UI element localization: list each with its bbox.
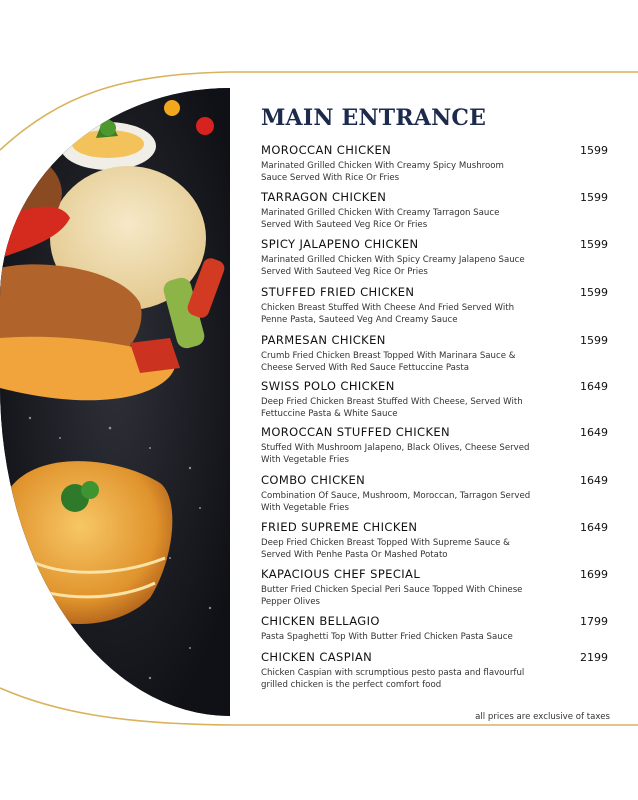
- menu-item: [261, 379, 610, 420]
- menu-item-name: TARRAGON CHICKEN: [261, 190, 387, 204]
- menu-item-name: MOROCCAN CHICKEN: [261, 143, 392, 157]
- menu-item-name: STUFFED FRIED CHICKEN: [261, 285, 415, 299]
- menu-item-description: Stuffed With Mushroom Jalapeno, Black Olives, Cheese Served With Vegetable Fries: [261, 443, 530, 465]
- menu-item: [261, 285, 610, 326]
- menu-item-price: 2199: [580, 651, 608, 664]
- menu-item-name: FRIED SUPREME CHICKEN: [261, 520, 418, 534]
- menu-item-price: 1599: [580, 334, 608, 347]
- menu-item-price: 1799: [580, 615, 608, 628]
- menu-item: [261, 190, 610, 231]
- menu-item: [261, 520, 610, 561]
- menu-item-name: MOROCCAN STUFFED CHICKEN: [261, 425, 451, 439]
- menu-item-description: Marinated Grilled Chicken With Creamy Tarragon Sauce Served With Sauteed Veg Rice Or Fries: [261, 208, 500, 230]
- menu-item: [261, 237, 610, 278]
- menu-item-description: Marinated Grilled Chicken With Creamy Spicy Mushroom Sauce Served With Rice Or Fries: [261, 161, 504, 183]
- menu-item-price: 1649: [580, 426, 608, 439]
- menu-item-description: Pasta Spaghetti Top With Butter Fried Chicken Pasta Sauce: [261, 632, 513, 642]
- menu-item: [261, 614, 610, 643]
- menu-item: [261, 567, 610, 608]
- page-title: MAIN ENTRANCE: [261, 105, 487, 131]
- menu-item: [261, 425, 610, 466]
- tax-footnote: all prices are exclusive of taxes: [475, 712, 610, 722]
- menu-item-name: KAPACIOUS CHEF SPECIAL: [261, 567, 421, 581]
- menu-item-price: 1599: [580, 238, 608, 251]
- menu-item-description: Chicken Breast Stuffed With Cheese And Fried Served With Penne Pasta, Sauteed Veg And Creamy Sauce: [261, 303, 515, 325]
- menu-item: [261, 650, 610, 691]
- menu-item-name: CHICKEN BELLAGIO: [261, 614, 380, 628]
- menu-item-name: CHICKEN CASPIAN: [261, 650, 373, 664]
- menu-item-price: 1649: [580, 521, 608, 534]
- menu-item-description: Combination Of Sauce, Mushroom, Moroccan, Tarragon Served With Vegetable Fries: [261, 491, 531, 513]
- menu-item-price: 1649: [580, 474, 608, 487]
- menu-item-description: Deep Fried Chicken Breast Topped With Supreme Sauce & Served With Penhe Pasta Or Mashed Potato: [261, 538, 510, 560]
- menu-item-price: 1599: [580, 144, 608, 157]
- menu-item-price: 1699: [580, 568, 608, 581]
- menu-item-description: Deep Fried Chicken Breast Stuffed With Cheese, Served With Fettuccine Pasta & White Sauce: [261, 397, 523, 419]
- menu-item: [261, 143, 610, 184]
- menu-item-description: Chicken Caspian with scrumptious pesto pasta and flavourful grilled chicken is the perfect comfort food: [261, 668, 525, 690]
- menu-item: [261, 333, 610, 374]
- menu-item-description: Marinated Grilled Chicken With Spicy Creamy Jalapeno Sauce Served With Sauteed Veg Rice Or Pries: [261, 255, 525, 277]
- menu-item-name: PARMESAN CHICKEN: [261, 333, 386, 347]
- menu-item-name: SPICY JALAPENO CHICKEN: [261, 237, 419, 251]
- menu-item-name: SWISS POLO CHICKEN: [261, 379, 395, 393]
- menu-item-description: Butter Fried Chicken Special Peri Sauce Topped With Chinese Pepper Olives: [261, 585, 523, 607]
- menu-item-price: 1599: [580, 286, 608, 299]
- menu-item-description: Crumb Fried Chicken Breast Topped With Marinara Sauce & Cheese Served With Red Sauce Fettuccine Pasta: [261, 351, 516, 373]
- menu-item-price: 1599: [580, 191, 608, 204]
- menu-item: [261, 473, 610, 514]
- menu-item-name: COMBO CHICKEN: [261, 473, 366, 487]
- menu-item-price: 1649: [580, 380, 608, 393]
